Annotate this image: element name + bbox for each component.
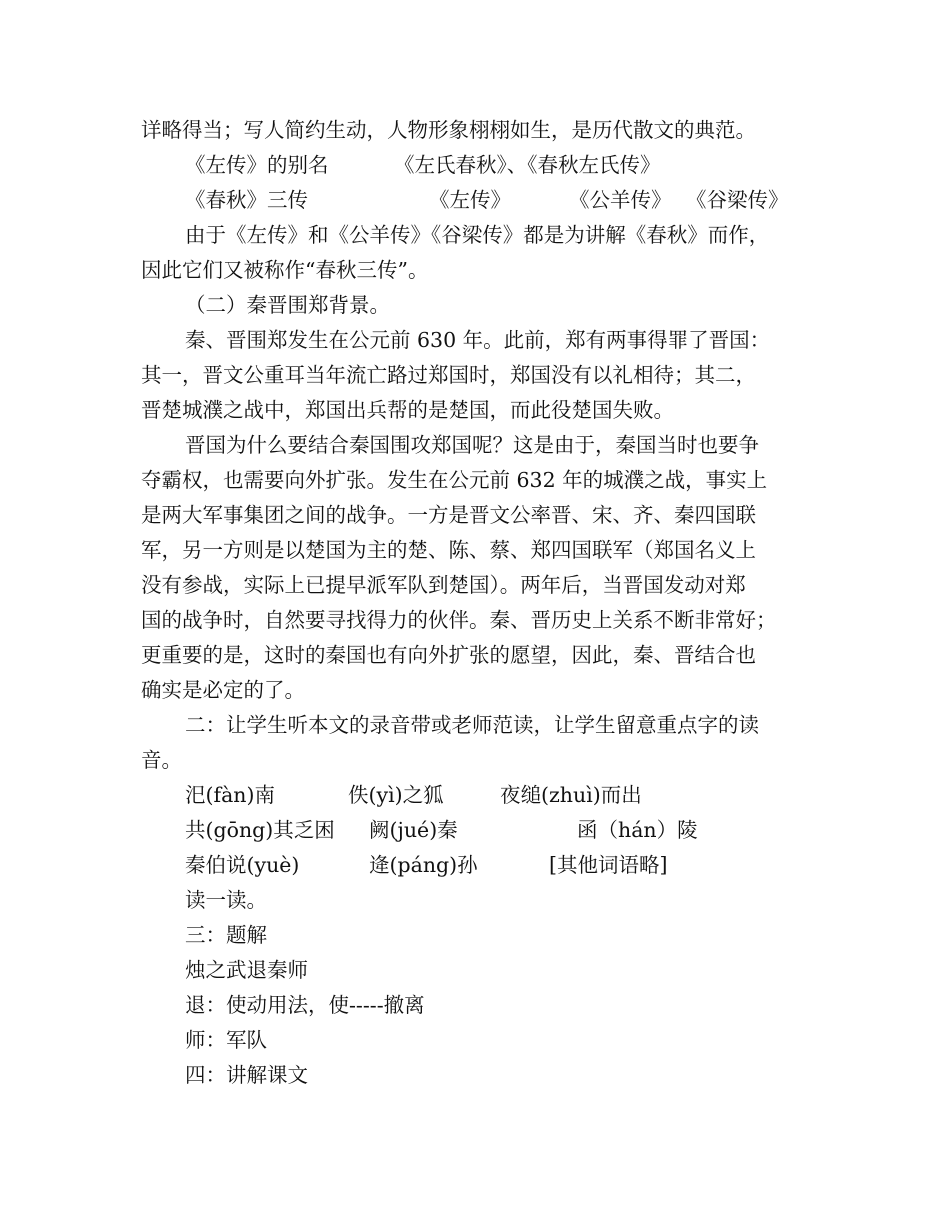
pronunciation-item: 秦伯说(yuè) [185, 853, 300, 877]
pronunciation-list [141, 778, 813, 883]
paragraph-line: 秦、晋围郑发生在公元前 630 年。此前，郑有两事得罪了晋国： [185, 328, 771, 352]
pronunciation-item: 逄(páng)孙 [369, 853, 478, 877]
pronunciation-item: 汜(fàn)南 [185, 783, 276, 807]
pronunciation-item: 佚(yì)之狐 [348, 783, 444, 807]
pronunciation-item: [其他词语略] [549, 853, 668, 877]
pronunciation-item: 阙(jué)秦 [369, 818, 458, 842]
paragraph-line: 更重要的是，这时的秦国也有向外扩张的愿望，因此，秦、晋结合也 [141, 643, 756, 667]
paragraph-line: 其一，晋文公重耳当年流亡路过郑国时，郑国没有以礼相待；其二， [141, 363, 756, 387]
section-background-heading: （二）秦晋围郑背景。 [185, 293, 390, 317]
paragraph-line: 确实是必定的了。 [141, 678, 305, 702]
commentary-gongyang: 《公羊传》 [569, 188, 672, 212]
step-two-paragraph [141, 708, 813, 778]
paragraph-line: 是两大军事集团之间的战争。一方是晋文公率晋、宋、齐、秦四国联 [141, 503, 756, 527]
pronunciation-row [141, 778, 813, 813]
commentary-zuozhuan: 《左传》 [429, 188, 511, 212]
commentary-guliang: 《谷梁传》 [686, 188, 789, 212]
paragraph-line: 由于《左传》和《公羊传》《谷梁传》都是为讲解《春秋》而作， [185, 223, 770, 247]
step-three-heading: 三：题解 [185, 923, 267, 947]
pronunciation-item: 函（hán）陵 [577, 818, 698, 842]
lesson-title: 烛之武退秦师 [185, 958, 308, 982]
pronunciation-item: 夜缒(zhuì)而出 [500, 783, 642, 807]
document-body [141, 113, 813, 1093]
paragraph-line: 二：让学生听本文的录音带或老师范读，让学生留意重点字的读 [185, 713, 759, 737]
alias-value: 《左氏春秋》、《春秋左氏传》 [394, 153, 661, 177]
intro-tail-line: 详略得当；写人简约生动，人物形象栩栩如生，是历代散文的典范。 [141, 118, 756, 142]
tui-note: 退：使动用法，使-----撤离 [185, 993, 425, 1017]
shi-note: 师：军队 [185, 1028, 267, 1052]
three-commentaries-paragraph [141, 218, 813, 288]
paragraph-line: 没有参战，实际上已提早派军队到楚国）。两年后，当晋国发动对郑 [141, 573, 746, 597]
paragraph-line: 晋国为什么要结合秦国围攻郑国呢？这是由于，秦国当时也要争 [185, 433, 759, 457]
read-aloud-line: 读一读。 [185, 888, 267, 912]
pronunciation-row [141, 848, 813, 883]
pronunciation-item: 共(gōng)其乏困 [185, 818, 335, 842]
background-paragraph-1 [141, 323, 813, 428]
paragraph-line: 因此它们又被称作“春秋三传”。 [141, 258, 429, 282]
paragraph-line: 夺霸权，也需要向外扩张。发生在公元前 632 年的城濮之战，事实上 [141, 468, 768, 492]
three-commentaries-label: 《春秋》三传 [185, 188, 308, 212]
paragraph-line: 国的战争时，自然要寻找得力的伙伴。秦、晋历史上关系不断非常好； [141, 608, 777, 632]
paragraph-line: 晋楚城濮之战中，郑国出兵帮的是楚国，而此役楚国失败。 [141, 398, 674, 422]
step-four-heading: 四：讲解课文 [185, 1063, 308, 1087]
three-commentaries-row [141, 183, 813, 218]
paragraph-line: 军，另一方则是以楚国为主的楚、陈、蔡、郑四国联军（郑国名义上 [141, 538, 756, 562]
pronunciation-row [141, 813, 813, 848]
alias-label: 《左传》的别名 [185, 153, 329, 177]
paragraph-line: 音。 [141, 748, 182, 772]
background-paragraph-2 [141, 428, 813, 708]
alias-row [141, 148, 813, 183]
